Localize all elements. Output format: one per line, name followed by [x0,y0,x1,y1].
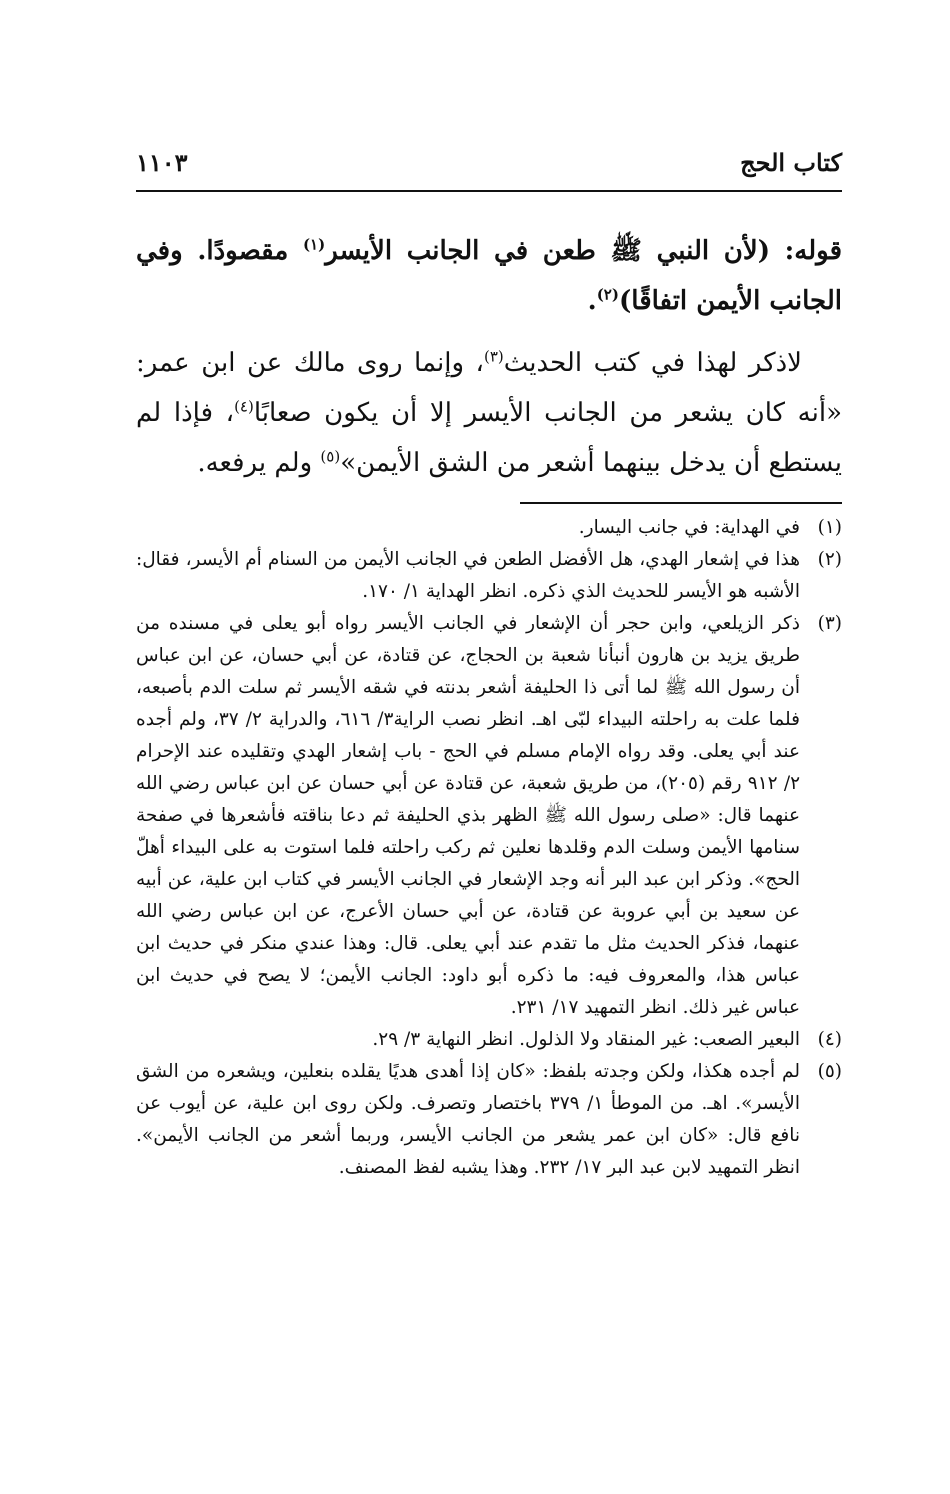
quoted-statement [136,226,842,326]
footnote-ref-5: (٥) [320,447,341,466]
footnote-number: (٣) [817,613,842,634]
running-header [136,140,842,192]
commentary-paragraph [136,338,842,488]
footnote-number: (٢) [817,549,842,570]
footnote-ref-1: (١) [302,235,326,254]
footnote [136,512,842,544]
footnote-ref-3: (٣) [483,347,504,366]
footnote-text: البعير الصعب: غير المنقاد ولا الذلول. انظر النهاية ٣/ ٢٩. [372,1029,800,1050]
footnote-number: (١) [817,517,842,538]
footnote [136,1024,842,1056]
footnote-separator [520,502,842,504]
quote-lead: قوله: (لأن النبي ﷺ طعن في الجانب الأيسر [325,236,843,266]
body-part-2: ، وإنما روى مالك عن ابن عمر: «أنه كان يشعر من الجانب الأيسر إلا أن يكون صعابًا [136,348,842,428]
footnote-ref-2: (٢) [596,285,619,304]
footnote [136,608,842,1024]
quote-end: . [587,286,597,316]
footnote-text: في الهداية: في جانب اليسار. [578,517,800,538]
chapter-title: كتاب الحج [740,148,842,177]
footnote [136,1056,842,1184]
body-part-4: ولم يرفعه. [197,448,321,478]
footnote-number: (٥) [817,1061,842,1082]
body-part-3: ، فإذا لم يستطع أن يدخل بينهما أشعر من الشق الأيمن» [136,398,842,478]
footnote-ref-4: (٤) [234,397,254,416]
footnotes [136,512,842,1184]
footnote [136,544,842,608]
page-number: ١١٠٣ [136,148,188,177]
quote-mid: مقصودًا. وفي الجانب الأيمن اتفاقًا) [136,236,842,316]
footnote-number: (٤) [817,1029,842,1050]
body-part-1: لاذكر لهذا في كتب الحديث [503,348,802,378]
main-text [136,226,842,488]
footnote-text: هذا في إشعار الهدي، هل الأفضل الطعن في الجانب الأيمن من السنام أم الأيسر، فقال: الأشبه هو الأيسر للحديث الذي ذكره. انظر الهداية ١/ ١٧٠. [136,549,800,602]
footnote-text: ذكر الزيلعي، وابن حجر أن الإشعار في الجانب الأيسر رواه أبو يعلى في مسنده من طريق يزيد بن هارون أنبأنا شعبة بن الحجاج، عن قتادة، عن أبي حسان، عن ابن عباس أن رسول الله ﷺ لما أتى ذا الحليفة أشعر بدنته في شقه الأيسر ثم سلت الدم بأصبعه، فلما علت به راحلته البيداء لبّى اهـ. انظر نصب الراية٣/ ٦١٦، والدراية ٢/ ٣٧، ولم أجده عند أبي يعلى. وقد رواه الإمام مسلم في الحج - باب إشعار الهدي وتقليده عند الإحرام ٢/ ٩١٢ رقم (٢٠٥)، من طريق شعبة، عن قتادة عن أبي حسان عن ابن عباس رضي الله عنهما قال: «صلى رسول الله ﷺ الظهر بذي الحليفة ثم دعا بناقته فأشعرها في صفحة سنامها الأيمن وسلت الدم وقلدها نعلين ثم ركب راحلته فلما استوت به على البيداء أهلّ الحج». وذكر ابن عبد البر أنه وجد الإشعار في الجانب الأيسر في كتاب ابن علية، عن أبيه عن سعيد بن أبي عروبة عن قتادة، عن أبي حسان الأعرج، عن ابن عباس رضي الله عنهما، فذكر الحديث مثل ما تقدم عند أبي يعلى. قال: وهذا عندي منكر في حديث ابن عباس هذا، والمعروف فيه: ما ذكره أبو داود: الجانب الأيمن؛ لا يصح في حديث ابن عباس غير ذلك. انظر التمهيد ١٧/ ٢٣١. [136,613,800,1018]
footnote-text: لم أجده هكذا، ولكن وجدته بلفظ: «كان إذا أهدى هديًا يقلده بنعلين، ويشعره من الشق الأيسر». اهـ. من الموطأ ١/ ٣٧٩ باختصار وتصرف. ولكن روى ابن علية، عن أيوب عن نافع قال: «كان ابن عمر يشعر من الجانب الأيسر، وربما أشعر من الجانب الأيمن». انظر التمهيد لابن عبد البر ١٧/ ٢٣٢. وهذا يشبه لفظ المصنف. [136,1061,800,1178]
